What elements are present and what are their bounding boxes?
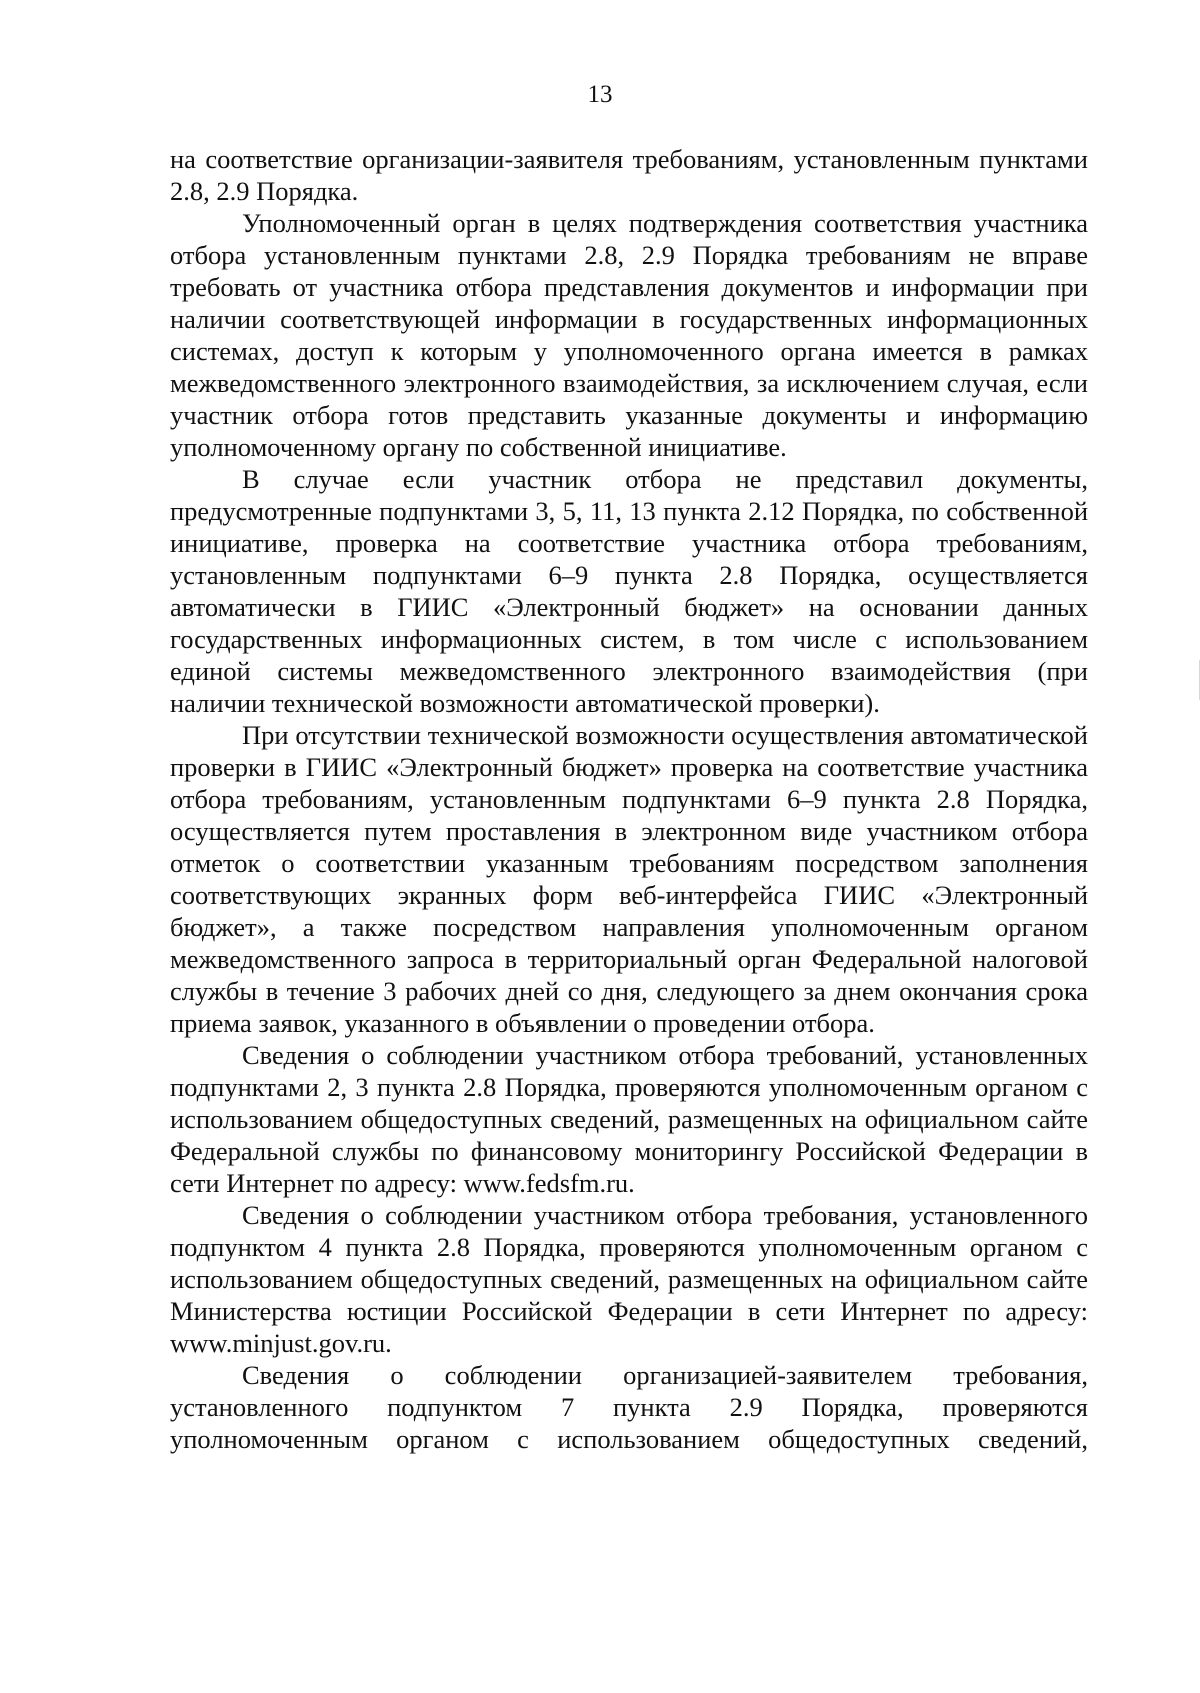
document-body: [170, 143, 1088, 1455]
paragraph-authority-verification: Уполномоченный орган в целях подтверждения соответствия участника отбора установленным пунктами 2.8, 2.9 Порядка требованиям не вправе требовать от участника отбора представления документов и информации при наличии соответствующей информации в государственных информационных системах, доступ к которым у уполномоченного органа имеется в рамках межведомственного электронного взаимодействия, за исключением случая, если участник отбора готов представить указанные документы и информацию уполномоченному органу по собственной инициативе.: [170, 208, 1088, 462]
paragraph-continuation: на соответствие организации-заявителя требованиям, установленным пунктами 2.8, 2.9 Порядка.: [170, 144, 1088, 206]
paragraph-automatic-check: В случае если участник отбора не представил документы, предусмотренные подпунктами 3, 5, 11, 13 пункта 2.12 Порядка, по собственной инициативе, проверка на соответствие участника отбора требованиям, установленным подпунктами 6–9 пункта 2.8 Порядка, осуществляется автоматически в ГИИС «Электронный бюджет» на основании данных государственных информационных систем, в том числе с использованием единой системы межведомственного электронного взаимодействия (при наличии технической возможности автоматической проверки).: [170, 464, 1088, 718]
paragraph-minjust-check: Сведения о соблюдении участником отбора требования, установленного подпунктом 4 пункта 2.8 Порядка, проверяются уполномоченным органом с использованием общедоступных сведений, размещенных на официальном сайте Министерства юстиции Российской Федерации в сети Интернет по адресу: www.minjust.gov.ru.: [170, 1200, 1088, 1358]
paragraph-fedsfm-check: Сведения о соблюдении участником отбора требований, установленных подпунктами 2, 3 пункта 2.8 Порядка, проверяются уполномоченным органом с использованием общедоступных сведений, размещенных на официальном сайте Федеральной службы по финансовому мониторингу Российской Федерации в сети Интернет по адресу: www.fedsfm.ru.: [170, 1040, 1088, 1198]
paragraph-manual-check: При отсутствии технической возможности осуществления автоматической проверки в ГИИС «Электронный бюджет» проверка на соответствие участника отбора требованиям, установленным подпунктами 6–9 пункта 2.8 Порядка, осуществляется путем проставления в электронном виде участником отбора отметок о соответствии указанным требованиям посредством заполнения соответствующих экранных форм веб-интерфейса ГИИС «Электронный бюджет», а также посредством направления уполномоченным органом межведомственного запроса в территориальный орган Федеральной налоговой службы в течение 3 рабочих дней со дня, следующего за днем окончания срока приема заявок, указанного в объявлении о проведении отбора.: [170, 720, 1088, 1038]
paragraph-applicant-check: Сведения о соблюдении организацией-заявителем требования, установленного подпунктом 7 пункта 2.9 Порядка, проверяются уполномоченным органом с использованием общедоступных сведений,: [170, 1360, 1088, 1454]
page-number: 13: [587, 81, 613, 108]
